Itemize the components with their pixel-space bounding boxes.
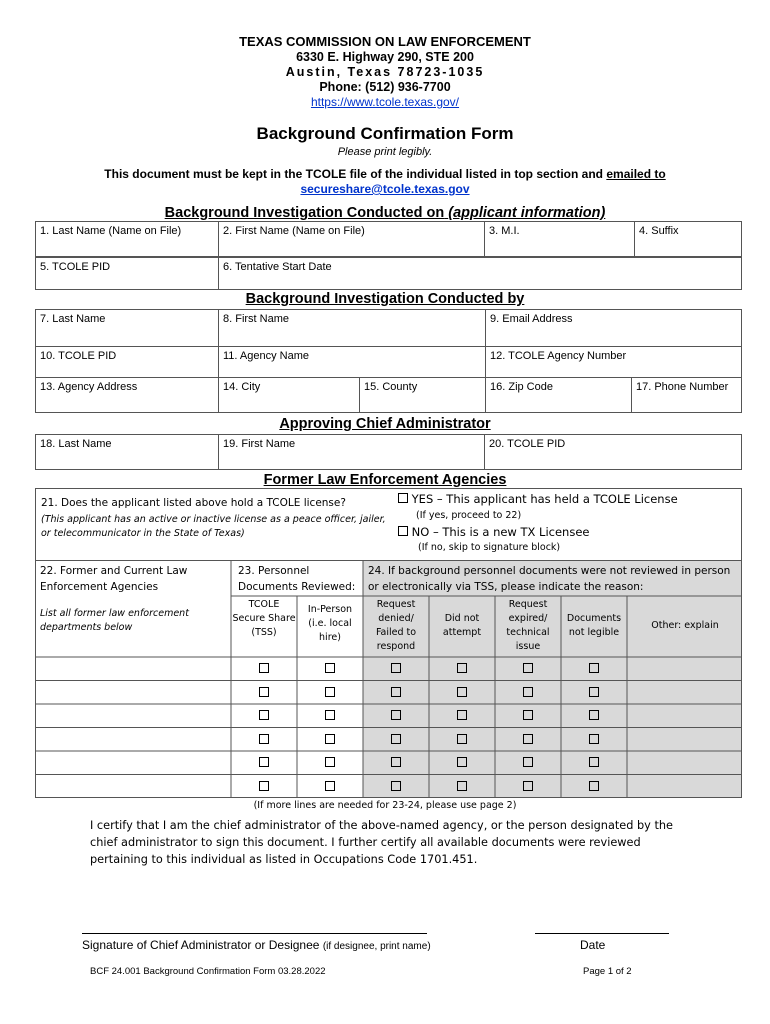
field-mi[interactable]: 3. M.I. [485,222,635,257]
row-checkbox[interactable] [325,710,335,720]
col-not-attempt: Did not attempt [442,613,482,638]
field-11-agency-name[interactable]: 11. Agency Name [219,347,486,378]
section-chief-title: Approving Chief Administrator [279,416,491,432]
phone: Phone: (512) 936-7700 [319,80,451,94]
page-number: Page 1 of 2 [583,966,632,977]
row-checkbox[interactable] [589,734,599,744]
field-15-county[interactable]: 15. County [360,378,486,413]
row-checkbox[interactable] [589,663,599,673]
field-last-name[interactable]: 1. Last Name (Name on File) [36,222,219,257]
q21-label: 21. Does the applicant listed above hold a TCOLE license? [41,497,346,509]
col-other: Other: explain [651,620,719,631]
org-name: TEXAS COMMISSION ON LAW ENFORCEMENT [239,34,531,49]
agency-name-field[interactable] [35,704,231,728]
table-row [35,728,742,752]
agency-name-field[interactable] [35,728,231,752]
date-label: Date [580,938,606,952]
q22-note: List all former law enforcement departments below [40,608,189,633]
conducted-by-table [35,309,742,413]
col-illegible: Documents not legible [566,613,622,638]
agency-name-field[interactable] [35,751,231,775]
col-inperson: In-Person (i.e. local hire) [307,604,353,643]
table-row [35,681,742,705]
row-checkbox[interactable] [589,710,599,720]
date-line[interactable] [535,933,669,934]
row-checkbox[interactable] [457,781,467,791]
field-10-pid[interactable]: 10. TCOLE PID [36,347,219,378]
row-checkbox[interactable] [325,781,335,791]
row-checkbox[interactable] [589,781,599,791]
agency-name-field[interactable] [35,657,231,681]
chief-table [35,434,742,470]
field-start-date[interactable]: 6. Tentative Start Date [219,258,742,290]
field-12-agency-number[interactable]: 12. TCOLE Agency Number [486,347,742,378]
agency-name-field[interactable] [35,775,231,799]
row-checkbox[interactable] [391,710,401,720]
row-checkbox[interactable] [259,757,269,767]
other-explain-field[interactable] [627,775,742,799]
row-checkbox[interactable] [391,734,401,744]
field-suffix[interactable]: 4. Suffix [635,222,742,257]
row-checkbox[interactable] [259,710,269,720]
row-checkbox[interactable] [589,757,599,767]
q21-note: (This applicant has an active or inactive license as a peace officer, jailer, or telecommunicator in the State of Texas) [41,514,386,539]
table-row [35,657,742,681]
field-14-city[interactable]: 14. City [219,378,360,413]
more-lines-note: (If more lines are needed for 23-24, please use page 2) [253,800,517,811]
row-checkbox[interactable] [457,734,467,744]
row-checkbox[interactable] [523,663,533,673]
field-7-last-name[interactable]: 7. Last Name [36,310,219,347]
row-checkbox[interactable] [391,663,401,673]
table-row [35,751,742,775]
row-checkbox[interactable] [391,781,401,791]
field-8-first-name[interactable]: 8. First Name [219,310,486,347]
row-checkbox[interactable] [259,734,269,744]
q23-label: 23. Personnel Documents Reviewed: [238,565,356,593]
col-denied: Request denied/ Failed to respond [375,599,417,652]
section-applicant-title: Background Investigation Conducted on (applicant information) [164,205,606,221]
no-note: (If no, skip to signature block) [418,542,561,553]
row-checkbox[interactable] [391,687,401,697]
col-tss: TCOLE Secure Share (TSS) [232,599,296,638]
yes-checkbox[interactable] [398,493,408,503]
notice-text: This document must be kept in the TCOLE file of the individual listed in top section and emailed to [104,167,666,181]
row-checkbox[interactable] [325,734,335,744]
no-option[interactable]: NO – This is a new TX Licensee [398,525,590,539]
form-subtitle: Please print legibly. [337,146,433,158]
row-checkbox[interactable] [457,757,467,767]
table-row [35,704,742,728]
row-checkbox[interactable] [457,663,467,673]
row-checkbox[interactable] [391,757,401,767]
field-16-zip[interactable]: 16. Zip Code [486,378,632,413]
row-checkbox[interactable] [259,781,269,791]
form-id: BCF 24.001 Background Confirmation Form 03.28.2022 [90,966,326,977]
other-explain-field[interactable] [627,704,742,728]
agency-name-field[interactable] [35,681,231,705]
field-first-name[interactable]: 2. First Name (Name on File) [219,222,485,257]
field-tcole-pid[interactable]: 5. TCOLE PID [36,258,219,290]
signature-label: Signature of Chief Administrator or Designee (if designee, print name) [82,938,431,952]
field-20-pid[interactable]: 20. TCOLE PID [485,435,742,470]
other-explain-field[interactable] [627,681,742,705]
col-expired: Request expired/ technical issue [506,599,550,652]
row-checkbox[interactable] [589,687,599,697]
field-18-last-name[interactable]: 18. Last Name [36,435,219,470]
row-checkbox[interactable] [523,687,533,697]
form-title: Background Confirmation Form [256,124,514,143]
applicant-table-2 [35,257,742,290]
applicant-table [35,221,742,257]
other-explain-field[interactable] [627,728,742,752]
field-17-phone[interactable]: 17. Phone Number [632,378,742,413]
row-checkbox[interactable] [523,757,533,767]
row-checkbox[interactable] [457,710,467,720]
section-agencies-title: Former Law Enforcement Agencies [263,472,507,488]
section-conducted-by-title: Background Investigation Conducted by [245,291,525,307]
yes-option[interactable]: YES – This applicant has held a TCOLE License [398,492,678,506]
field-9-email[interactable]: 9. Email Address [486,310,742,347]
row-checkbox[interactable] [457,687,467,697]
row-checkbox[interactable] [325,757,335,767]
q21-box [35,488,742,561]
address-line-1: 6330 E. Highway 290, STE 200 [296,50,474,64]
q22-label: 22. Former and Current Law Enforcement Agencies [40,565,188,593]
row-checkbox[interactable] [325,663,335,673]
other-explain-field[interactable] [627,657,742,681]
row-checkbox[interactable] [259,687,269,697]
website-link[interactable]: https://www.tcole.texas.gov/ [310,95,460,109]
no-checkbox[interactable] [398,526,408,536]
other-explain-field[interactable] [627,751,742,775]
address-line-2: Austin, Texas 78723-1035 [285,65,485,79]
signature-line[interactable] [82,933,427,934]
email-link[interactable]: secureshare@tcole.texas.gov [300,182,470,196]
yes-note: (If yes, proceed to 22) [416,510,522,521]
field-13-agency-address[interactable]: 13. Agency Address [36,378,219,413]
q24-label: 24. If background personnel documents were not reviewed in person or electronically via TSS, please indicate the reason: [368,565,731,593]
agencies-table [35,560,742,798]
certification-text: I certify that I am the chief administrator of the above-named agency, or the person designated by the chief administrator to sign this document. I further certify all available documents were reviewed pertaining to this individual as listed in Occupations Code 1701.451. [90,819,674,866]
row-checkbox[interactable] [523,710,533,720]
row-checkbox[interactable] [325,687,335,697]
row-checkbox[interactable] [523,781,533,791]
table-row [35,775,742,799]
field-19-first-name[interactable]: 19. First Name [219,435,485,470]
row-checkbox[interactable] [523,734,533,744]
row-checkbox[interactable] [259,663,269,673]
